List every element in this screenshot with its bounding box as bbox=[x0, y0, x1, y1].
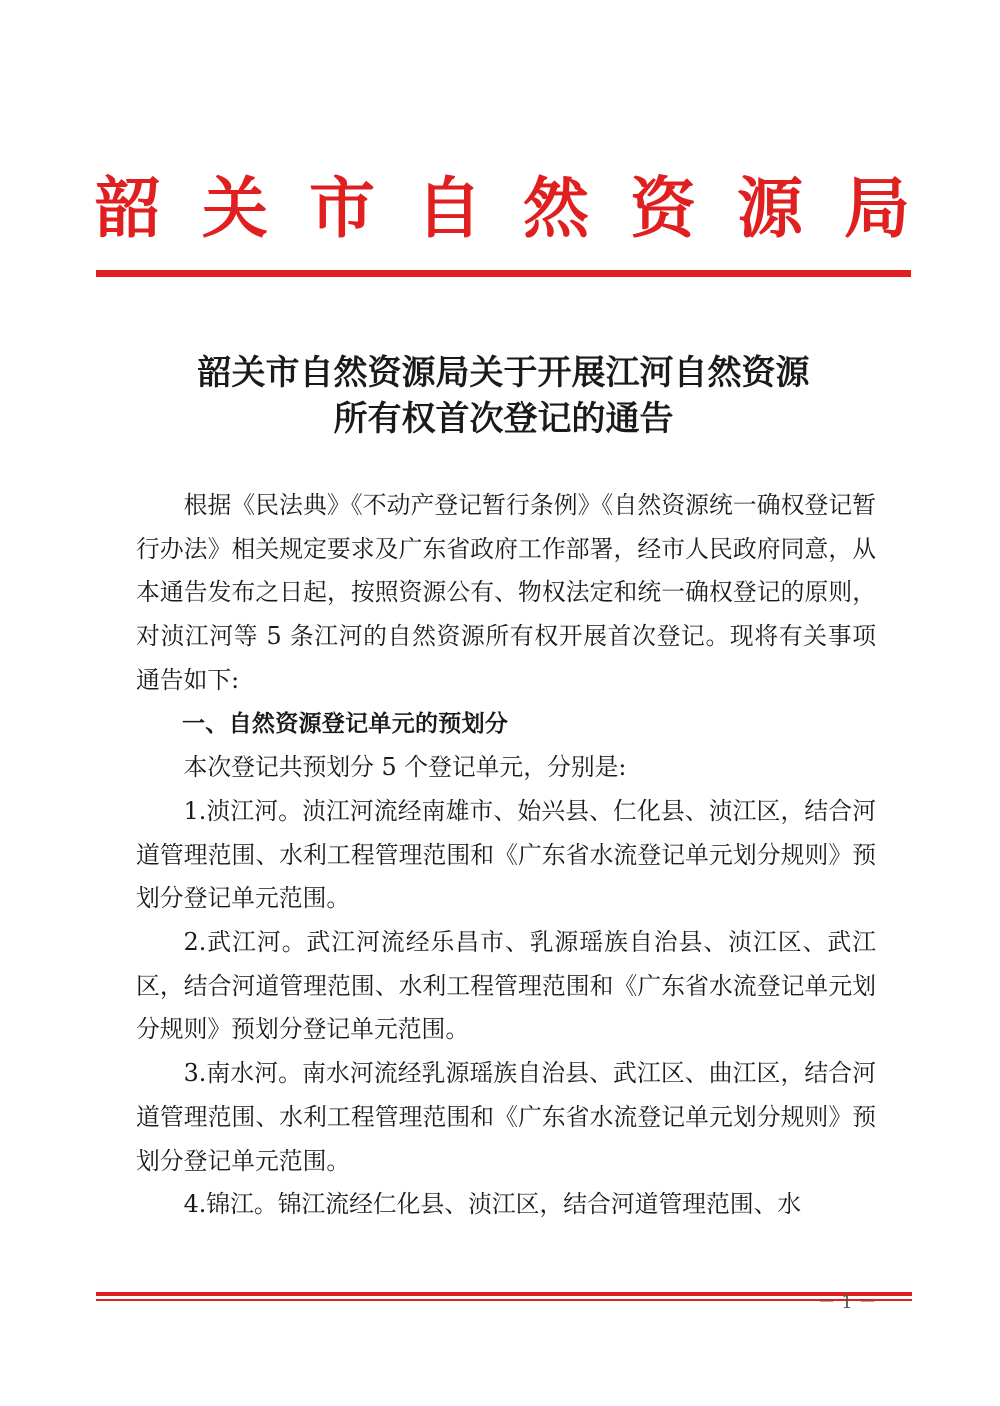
agency-char: 关 bbox=[202, 169, 268, 247]
footer-red-rule-thick bbox=[96, 1292, 912, 1296]
body-paragraph-item-2: 2.武江河。武江河流经乐昌市、乳源瑶族自治县、浈江区、武江区，结合河道管理范围、水利工程管理范围和《广东省水流登记单元划分规则》预划分登记单元范围。 bbox=[136, 928, 876, 1044]
agency-header bbox=[95, 168, 910, 248]
agency-char: 源 bbox=[737, 169, 803, 247]
document-title bbox=[96, 350, 911, 442]
agency-char: 市 bbox=[309, 169, 375, 247]
agency-char: 资 bbox=[630, 169, 696, 247]
header-red-rule bbox=[96, 270, 911, 277]
document-title-line-2: 所有权首次登记的通告 bbox=[333, 399, 674, 439]
page-number: － 1 － bbox=[817, 1292, 877, 1313]
section-heading-1: 一、自然资源登记单元的预划分 bbox=[182, 710, 509, 737]
body-paragraph-item-4: 4.锦江。锦江流经仁化县、浈江区，结合河道管理范围、水 bbox=[183, 1190, 802, 1219]
agency-char: 韶 bbox=[95, 169, 161, 247]
document-title-line-1: 韶关市自然资源局关于开展江河自然资源 bbox=[197, 353, 810, 393]
agency-char: 自 bbox=[416, 169, 482, 247]
footer-red-rule-thin bbox=[96, 1299, 912, 1301]
agency-char: 然 bbox=[523, 169, 589, 247]
agency-char: 局 bbox=[844, 169, 910, 247]
body-paragraph-item-3: 3.南水河。南水河流经乳源瑶族自治县、武江区、曲江区，结合河道管理范围、水利工程管理范围和《广东省水流登记单元划分规则》预划分登记单元范围。 bbox=[136, 1059, 876, 1175]
body-paragraph-item-1: 1.浈江河。浈江河流经南雄市、始兴县、仁化县、浈江区，结合河道管理范围、水利工程管理范围和《广东省水流登记单元划分规则》预划分登记单元范围。 bbox=[136, 796, 876, 913]
body-paragraph-units-count: 本次登记共预划分 5 个登记单元，分别是: bbox=[183, 753, 627, 782]
document-body bbox=[136, 484, 876, 1227]
body-paragraph-intro: 根据《民法典》《不动产登记暂行条例》《自然资源统一确权登记暂行办法》相关规定要求及广东省政府工作部署，经市人民政府同意，从本通告发布之日起，按照资源公有、物权法定和统一确权登记的原则，对浈江河等 5 条江河的自然资源所有权开展首次登记。现将有关事项通告如下: bbox=[136, 491, 876, 694]
